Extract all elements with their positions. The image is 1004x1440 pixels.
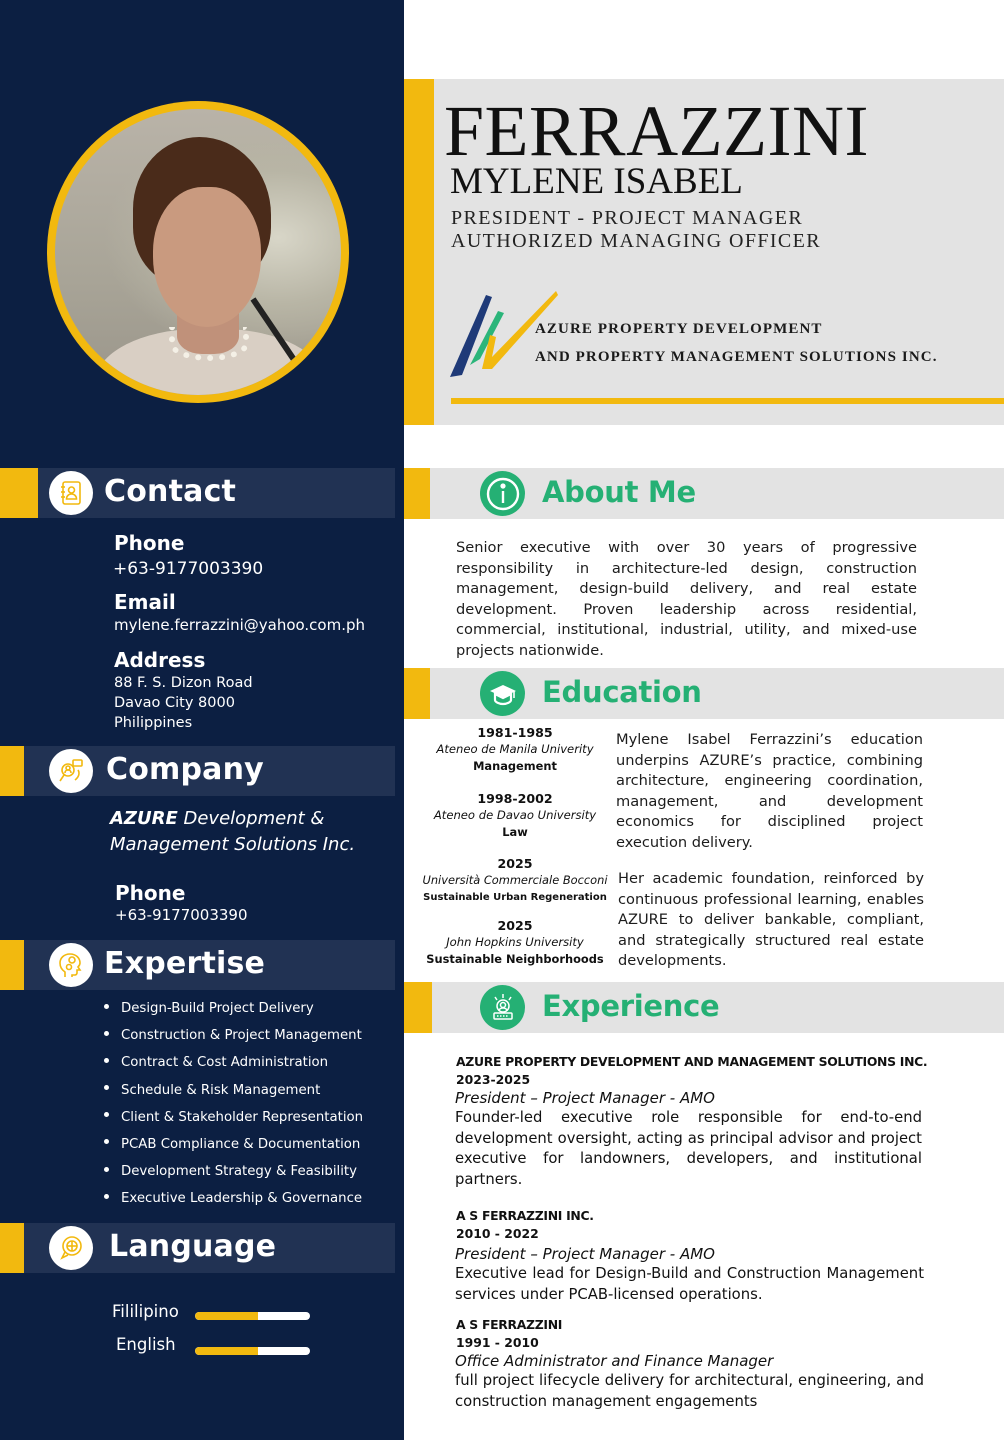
accent-bar bbox=[0, 746, 24, 796]
education-school: John Hopkins University bbox=[446, 935, 584, 949]
company-name-rest: Development & bbox=[177, 808, 325, 829]
expertise-item: Executive Leadership & Governance bbox=[104, 1188, 363, 1215]
expertise-item: Contract & Cost Administration bbox=[104, 1052, 363, 1079]
contact-address-label: Address bbox=[114, 648, 206, 672]
job-company: AZURE PROPERTY DEVELOPMENT AND MANAGEMENT SOLUTIONS INC. bbox=[456, 1054, 928, 1069]
experience-entry bbox=[455, 1316, 924, 1412]
expertise-item: Development Strategy & Feasibility bbox=[104, 1161, 363, 1188]
company-name-bold: AZURE bbox=[110, 808, 178, 829]
experience-entry bbox=[455, 1053, 928, 1190]
accent-bar bbox=[404, 668, 430, 719]
head-gears-icon bbox=[49, 943, 93, 987]
job-title: President – Project Manager - AMO bbox=[455, 1245, 715, 1263]
photo-necklace bbox=[169, 327, 249, 361]
job-years: 2010 - 2022 bbox=[456, 1226, 539, 1241]
language-heading: Language bbox=[109, 1229, 277, 1264]
about-heading: About Me bbox=[542, 475, 696, 509]
education-entry bbox=[410, 855, 620, 906]
education-section-header bbox=[404, 668, 1004, 719]
job-years: 2023-2025 bbox=[456, 1072, 531, 1087]
about-section-header bbox=[404, 468, 1004, 519]
education-years: 2025 bbox=[497, 918, 533, 933]
job-title-line-2: AUTHORIZED MANAGING OFFICER bbox=[451, 230, 822, 252]
job-title-line-1: PRESIDENT - PROJECT MANAGER bbox=[451, 207, 804, 229]
expertise-item: PCAB Compliance & Documentation bbox=[104, 1134, 363, 1161]
graduation-cap-icon bbox=[480, 671, 525, 716]
leader-podium-icon bbox=[480, 985, 525, 1030]
sidebar bbox=[0, 0, 404, 1440]
education-program: Management bbox=[473, 759, 557, 773]
contact-address bbox=[114, 673, 253, 733]
contact-email[interactable]: mylene.ferrazzini@yahoo.com.ph bbox=[114, 616, 366, 634]
company-name-line-2: Management Solutions Inc. bbox=[110, 834, 356, 855]
job-description: Founder-led executive role responsible for end-to-end development oversight, acting as principal advisor and project executive for landowners, developers, and institutional partners. bbox=[455, 1109, 922, 1188]
language-row-filipino bbox=[112, 1302, 312, 1326]
contact-email-label: Email bbox=[114, 590, 176, 614]
profile-photo-frame bbox=[47, 101, 349, 403]
company-line-2: AND PROPERTY MANAGEMENT SOLUTIONS INC. bbox=[535, 349, 938, 365]
about-text: Senior executive with over 30 years of progressive responsibility in architecture-led design, construction management, design-build delivery, and real estate development. Proven leadership across residential, commercial, institutional, industrial, utility, and mixed-use projects nationwide. bbox=[456, 539, 917, 659]
education-entry bbox=[410, 790, 620, 841]
contact-phone-label: Phone bbox=[114, 531, 185, 555]
expertise-item: Construction & Project Management bbox=[104, 1025, 363, 1052]
info-icon bbox=[480, 471, 525, 516]
speech-globe-icon bbox=[49, 1226, 93, 1270]
job-company: A S FERRAZZINI INC. bbox=[456, 1208, 594, 1223]
company-line-1: AZURE PROPERTY DEVELOPMENT bbox=[535, 321, 823, 337]
expertise-list bbox=[104, 998, 363, 1216]
language-name: English bbox=[116, 1335, 176, 1354]
accent-bar bbox=[0, 1223, 24, 1273]
profile-photo bbox=[55, 109, 341, 395]
education-program: Sustainable Urban Regeneration bbox=[423, 892, 607, 903]
address-line: Philippines bbox=[114, 715, 193, 731]
company-section-header bbox=[0, 746, 395, 796]
company-heading: Company bbox=[106, 752, 264, 787]
language-level-bar bbox=[195, 1312, 310, 1320]
contact-phone[interactable]: +63-9177003390 bbox=[113, 559, 264, 579]
accent-bar bbox=[404, 468, 430, 519]
experience-heading: Experience bbox=[542, 989, 720, 1023]
name-header bbox=[404, 79, 1004, 425]
job-title: President – Project Manager - AMO bbox=[455, 1089, 715, 1107]
address-book-icon bbox=[49, 471, 93, 515]
expertise-section-header bbox=[0, 940, 395, 990]
bullet-icon bbox=[104, 1112, 109, 1117]
education-years: 1998-2002 bbox=[477, 791, 553, 806]
expertise-heading: Expertise bbox=[104, 946, 266, 981]
accent-bar bbox=[0, 940, 24, 990]
language-row-english bbox=[116, 1335, 316, 1359]
language-section-header bbox=[0, 1223, 395, 1273]
education-school: Ateneo de Davao University bbox=[433, 808, 597, 822]
header-divider bbox=[451, 398, 1004, 404]
expertise-item: Client & Stakeholder Representation bbox=[104, 1107, 363, 1134]
language-level-fill bbox=[195, 1347, 258, 1355]
address-line: Davao City 8000 bbox=[114, 695, 235, 711]
accent-bar bbox=[404, 982, 432, 1033]
accent-bar bbox=[404, 79, 434, 425]
education-heading: Education bbox=[542, 675, 702, 709]
language-name: Fililipino bbox=[112, 1302, 179, 1321]
job-description: Executive lead for Design-Build and Construction Management services under PCAB-licensed operations. bbox=[455, 1265, 924, 1303]
education-summary-1: Mylene Isabel Ferrazzini’s education underpins AZURE’s practice, combining architecture, engineering coordination, management, and development economics for disciplined project execution delivery. bbox=[616, 731, 923, 851]
language-level-bar bbox=[195, 1347, 310, 1355]
education-program: Sustainable Neighborhoods bbox=[426, 952, 604, 966]
surname: FERRAZZINI bbox=[444, 91, 869, 171]
address-line: 88 F. S. Dizon Road bbox=[114, 675, 253, 691]
education-summary-2: Her academic foundation, reinforced by continuous professional learning, enables AZURE to deliver bankable, compliant, and strategically structured real estate developments. bbox=[618, 870, 924, 969]
expertise-item: Design-Build Project Delivery bbox=[104, 998, 363, 1025]
given-names: MYLENE ISABEL bbox=[450, 161, 743, 202]
education-entry bbox=[410, 724, 620, 775]
job-description: full project lifecycle delivery for architectural, engineering, and construction management engagements bbox=[455, 1372, 924, 1410]
bullet-icon bbox=[104, 1058, 109, 1063]
bullet-icon bbox=[104, 1031, 109, 1036]
contact-section-header bbox=[0, 468, 395, 518]
bullet-icon bbox=[104, 1167, 109, 1172]
photo-face bbox=[153, 187, 261, 327]
bullet-icon bbox=[104, 1194, 109, 1199]
bullet-icon bbox=[104, 1085, 109, 1090]
experience-entry bbox=[455, 1207, 924, 1305]
education-school: Ateneo de Manila Univerity bbox=[436, 742, 594, 756]
language-level-fill bbox=[195, 1312, 258, 1320]
job-years: 1991 - 2010 bbox=[456, 1335, 539, 1350]
bullet-icon bbox=[104, 1139, 109, 1144]
contact-heading: Contact bbox=[104, 474, 237, 509]
company-name bbox=[110, 806, 355, 858]
expertise-item: Schedule & Risk Management bbox=[104, 1080, 363, 1107]
education-years: 2025 bbox=[497, 856, 533, 871]
job-company: A S FERRAZZINI bbox=[456, 1317, 563, 1332]
business-strategy-icon bbox=[49, 749, 93, 793]
company-phone-label: Phone bbox=[115, 881, 186, 905]
bullet-icon bbox=[104, 1004, 109, 1009]
accent-bar bbox=[0, 468, 38, 518]
company-phone[interactable]: +63-9177003390 bbox=[115, 906, 248, 924]
education-entry bbox=[410, 917, 620, 968]
education-years: 1981-1985 bbox=[477, 725, 553, 740]
education-program: Law bbox=[502, 825, 528, 839]
education-school: Università Commerciale Bocconi bbox=[422, 873, 608, 887]
job-title: Office Administrator and Finance Manager bbox=[455, 1352, 774, 1370]
experience-section-header bbox=[404, 982, 1004, 1033]
